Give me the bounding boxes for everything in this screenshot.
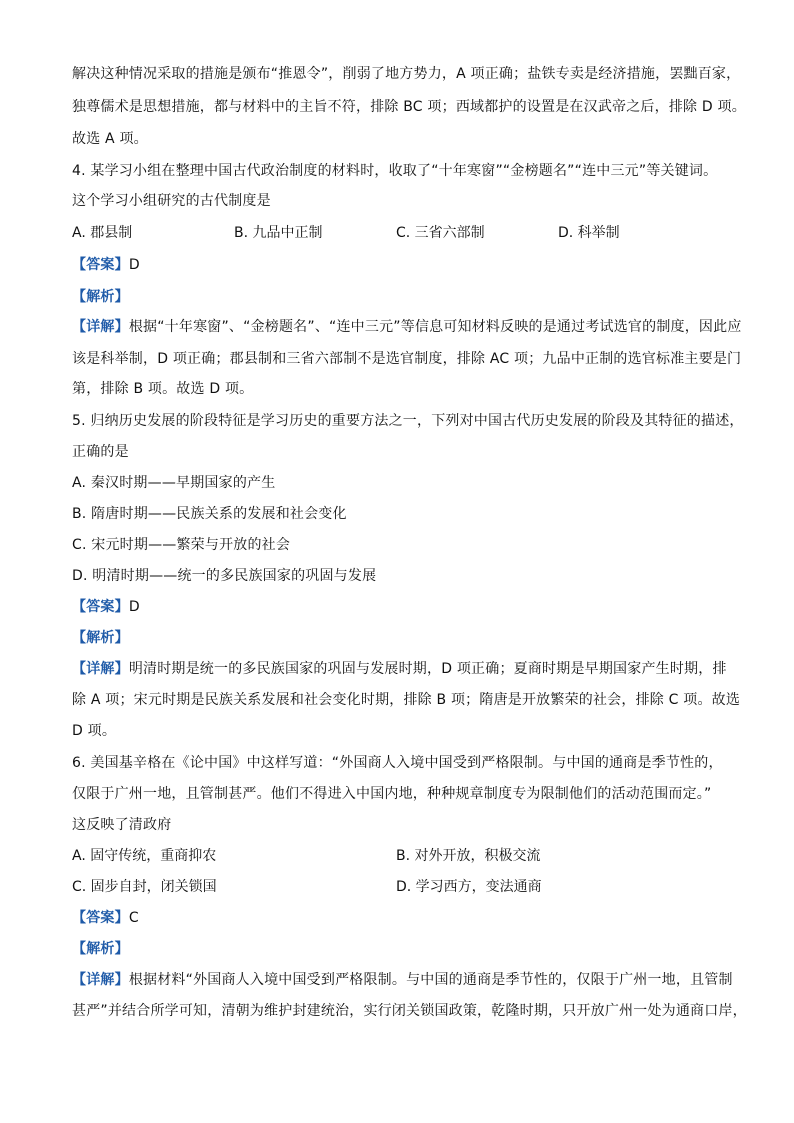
detail-line: 除 A 项；宋元时期是民族关系发展和社会变化时期，排除 B 项；隋唐是开放繁荣的社会，排除 C 项。故选 (72, 692, 741, 708)
question-5-stem: 5. 归纳历史发展的阶段特征是学习历史的重要方法之一，下列对中国古代历史发展的阶段及其特征的描述， (72, 413, 744, 429)
question-4-stem: 这个学习小组研究的古代制度是 (72, 193, 271, 209)
detail-line: 该是科举制，D 项正确；郡县制和三省六部制不是选官制度，排除 AC 项；九品中正制的选官标准主要是门 (72, 351, 742, 367)
answer-tag: 【答案】 (72, 599, 129, 615)
detail-line: 第，排除 B 项。故选 D 项。 (72, 381, 254, 397)
question-6-stem: 6. 美国基辛格在《论中国》中这样写道：“外国商人入境中国受到严格限制。与中国的通商是季节性的， (72, 755, 723, 771)
question-4-option-b: B. 九品中正制 (234, 225, 323, 241)
answer-line (72, 908, 139, 928)
analysis-line (72, 939, 129, 959)
detail-tag: 【详解】 (72, 972, 129, 988)
detail-tag: 【详解】 (72, 319, 129, 335)
detail-line: 甚严”并结合所学可知，清朝为维护封建统治，实行闭关锁国政策，乾隆时期，只开放广州一处为通商口岸， (72, 1003, 747, 1019)
question-5-option-b: B. 隋唐时期——民族关系的发展和社会变化 (72, 506, 347, 522)
question-4-option-a: A. 郡县制 (72, 225, 133, 241)
question-6-option-b: B. 对外开放，积极交流 (396, 848, 541, 864)
answer-line (72, 597, 140, 617)
analysis-line (72, 287, 129, 307)
question-4-stem: 4. 某学习小组在整理中国古代政治制度的材料时，收取了“十年寒窗”“金榜题名”“连中三元”等关键词。 (72, 163, 718, 179)
answer-value: D (128, 257, 140, 273)
detail-tag: 【详解】 (72, 661, 129, 677)
question-4-option-d: D. 科举制 (558, 225, 620, 241)
detail-line: D 项。 (72, 723, 117, 739)
answer-line (72, 255, 140, 275)
question-5-stem: 正确的是 (72, 444, 129, 460)
detail-line (72, 970, 733, 990)
question-6-option-d: D. 学习西方，变法通商 (396, 879, 542, 895)
detail-text: 根据材料“外国商人入境中国受到严格限制。与中国的通商是季节性的，仅限于广州一地，且管制 (128, 972, 733, 988)
text-line: 独尊儒术是思想措施，都与材料中的主旨不符，排除 BC 项；西域都护的设置是在汉武帝之后，排除 D 项。 (72, 99, 746, 115)
question-6-option-c: C. 固步自封，闭关锁国 (72, 879, 217, 895)
question-6-stem: 这反映了清政府 (72, 817, 172, 833)
detail-line (72, 659, 727, 679)
analysis-tag: 【解析】 (72, 289, 129, 305)
text-line: 解决这种情况采取的措施是颁布“推恩令”，削弱了地方势力，A 项正确；盐铁专卖是经济措施，罢黜百家， (72, 66, 741, 82)
detail-text: 明清时期是统一的多民族国家的巩固与发展时期，D 项正确；夏商时期是早期国家产生时期，排 (128, 661, 727, 677)
question-6-option-a: A. 固守传统，重商抑农 (72, 848, 217, 864)
question-5-option-c: C. 宋元时期——繁荣与开放的社会 (72, 537, 291, 553)
answer-value: C (128, 910, 139, 926)
answer-value: D (128, 599, 140, 615)
question-5-option-a: A. 秦汉时期——早期国家的产生 (72, 475, 276, 491)
question-6-stem: 仅限于广州一地，且管制甚严。他们不得进入中国内地，种种规章制度专为限制他们的活动范围而定。” (72, 786, 712, 802)
answer-tag: 【答案】 (72, 910, 129, 926)
analysis-line (72, 628, 129, 648)
analysis-tag: 【解析】 (72, 630, 129, 646)
question-5-option-d: D. 明清时期——统一的多民族国家的巩固与发展 (72, 568, 377, 584)
detail-text: 根据“十年寒窗”、“金榜题名”、“连中三元”等信息可知材料反映的是通过考试选官的制度，因此应 (128, 319, 742, 335)
analysis-tag: 【解析】 (72, 941, 129, 957)
answer-tag: 【答案】 (72, 257, 129, 273)
text-line: 故选 A 项。 (72, 131, 148, 147)
question-4-option-c: C. 三省六部制 (396, 225, 485, 241)
detail-line (72, 317, 742, 337)
